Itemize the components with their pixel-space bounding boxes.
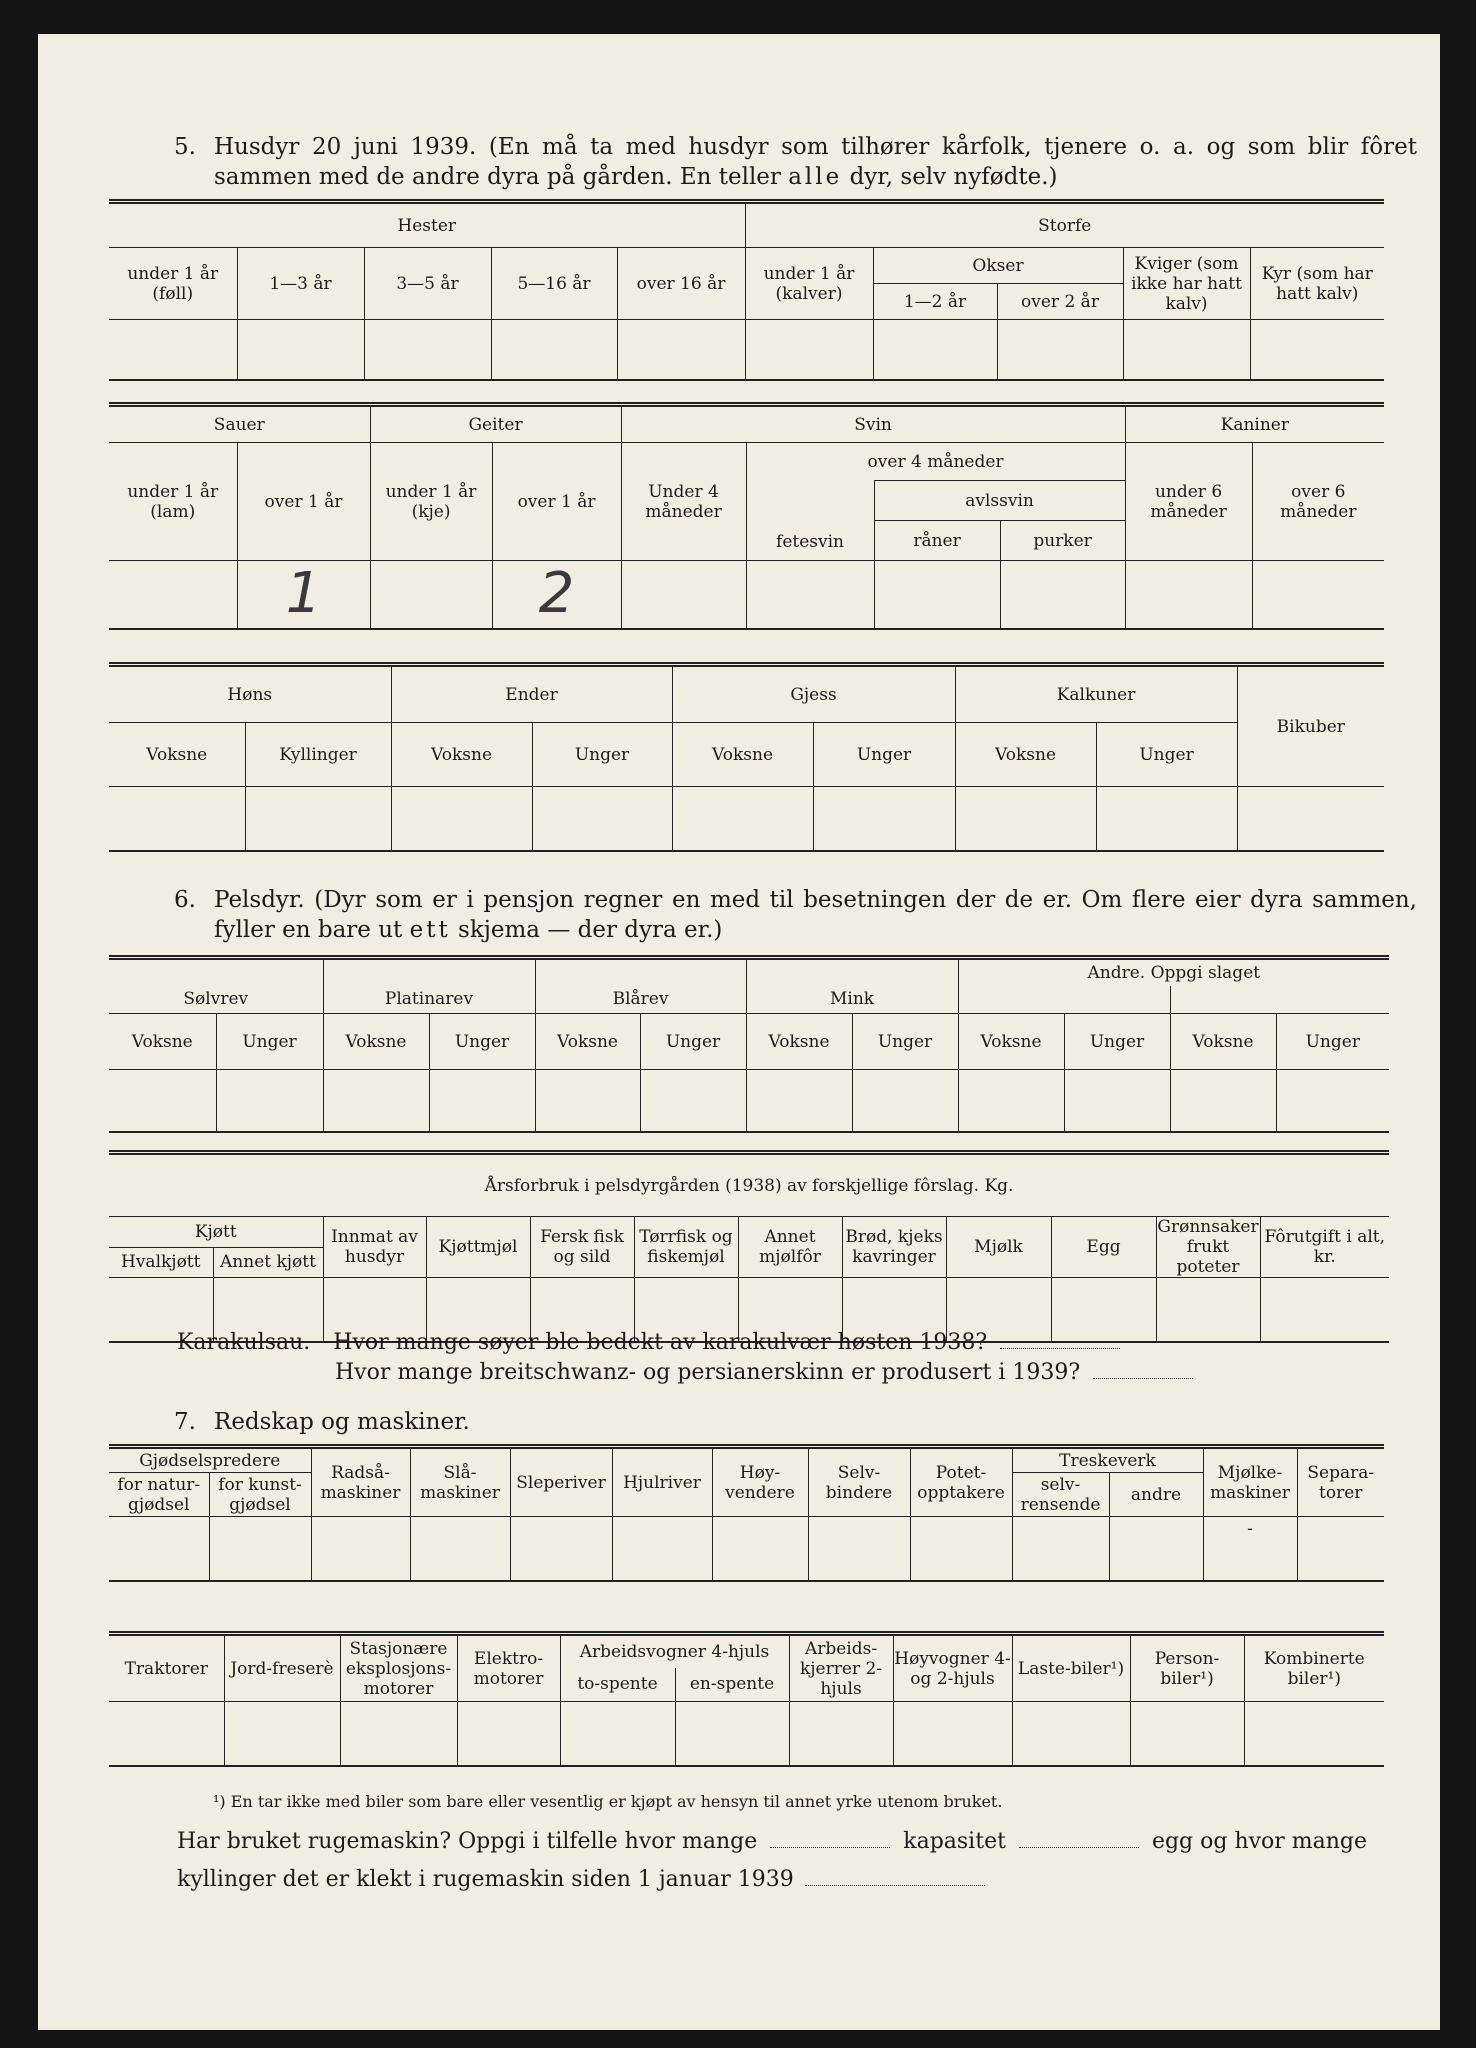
cell-naturgjodsel[interactable] — [109, 1517, 209, 1581]
cell-jordfresere[interactable] — [224, 1702, 340, 1766]
col-andre1-voksne: Voksne — [958, 1014, 1064, 1070]
section-6-tail: skjema — der dyra er.) — [458, 917, 723, 943]
col-hons-voksne: Voksne — [109, 723, 245, 787]
cell-kombinerte[interactable] — [1244, 1702, 1384, 1766]
cell-selvrensende[interactable] — [1012, 1517, 1109, 1581]
header-sauer: Sauer — [109, 405, 370, 443]
section-number: 7. — [174, 1409, 196, 1435]
cell-andre1-unger[interactable] — [1064, 1070, 1170, 1132]
col-mink-unger: Unger — [852, 1014, 958, 1070]
karakul-q2-answer[interactable] — [1093, 1378, 1193, 1379]
cell-gjess-unger[interactable] — [813, 787, 955, 851]
rugemaskin-kyllinger-answer[interactable] — [805, 1885, 985, 1886]
rugemaskin-egg-label: egg og hvor mange — [1151, 1829, 1368, 1854]
col-purker: purker — [1000, 521, 1125, 561]
header-hester: Hester — [109, 202, 745, 248]
col-personbiler: Person-biler¹) — [1130, 1634, 1244, 1702]
cell-hons-voksne[interactable] — [109, 787, 245, 851]
col-okser-over-2: over 2 år — [997, 284, 1123, 320]
col-sauer-over-1: over 1 år — [237, 443, 370, 561]
col-hester-1-3: 1—3 år — [237, 248, 364, 320]
col-sleperiver: Sleperiver — [510, 1447, 612, 1517]
section-6-text: Pelsdyr. (Dyr som er i pensjon regner en med til besetningen der de er. Om flere eier dyra sammen, fyller en bare ut — [214, 887, 1417, 943]
col-egg: Egg — [1051, 1217, 1156, 1278]
cell-solvrev-unger[interactable] — [216, 1070, 323, 1132]
section-5-heading — [174, 132, 1417, 192]
header-andre: Andre. Oppgi slaget — [958, 958, 1389, 986]
cell-gronnsaker[interactable] — [1156, 1278, 1260, 1342]
karakul-q1-answer[interactable] — [1000, 1348, 1120, 1349]
col-kje: under 1 år (kje) — [370, 443, 492, 561]
karakul-label: Karakulsau. — [177, 1330, 311, 1355]
col-hvalkjott: Hvalkjøtt — [109, 1247, 213, 1278]
col-hjulriver: Hjulriver — [612, 1447, 712, 1517]
col-mjolkemaskiner: Mjølke-maskiner — [1203, 1447, 1297, 1517]
cell-elektromotorer[interactable] — [457, 1702, 560, 1766]
vehicles-table — [109, 1631, 1384, 1767]
col-svin-under-4: Under 4 måneder — [621, 443, 746, 561]
cell-solvrev-voksne[interactable] — [109, 1070, 216, 1132]
cell-kaniner-under-6[interactable] — [1125, 561, 1252, 629]
rugemaskin-q2-text: kyllinger det er klekt i rugemaskin siden 1 januar 1939 — [177, 1867, 794, 1892]
header-arbeidsvogner: Arbeidsvogner 4-hjuls — [560, 1634, 789, 1668]
cell-kalver[interactable] — [745, 320, 873, 380]
cell-hjulriver[interactable] — [612, 1517, 712, 1581]
cell-blarev-unger[interactable] — [640, 1070, 746, 1132]
col-gronnsaker: Grønnsaker frukt poteter — [1157, 1217, 1259, 1277]
col-ender-voksne: Voksne — [391, 723, 532, 787]
cell-lam[interactable] — [109, 561, 237, 629]
col-lam: under 1 år (lam) — [109, 443, 237, 561]
col-annet-kjott: Annet kjøtt — [213, 1247, 323, 1278]
andre-slag-2[interactable] — [1170, 986, 1389, 1014]
footnote: ¹) En tar ikke med biler som bare eller vesentlig er kjøpt av hensyn til annet yrke utenom bruket. — [213, 1792, 1003, 1811]
col-platinarev-unger: Unger — [429, 1014, 535, 1070]
header-svin: Svin — [621, 405, 1125, 443]
header-kaniner: Kaniner — [1125, 405, 1384, 443]
col-hester-5-16: 5—16 år — [491, 248, 617, 320]
karakul-q1-text: Hvor mange søyer ble bedekt av karakulvær høsten 1938? — [333, 1330, 988, 1355]
karakul-question-2 — [335, 1360, 1193, 1385]
header-hons: Høns — [109, 665, 391, 723]
col-mink-voksne: Voksne — [746, 1014, 852, 1070]
cell-andre2-unger[interactable] — [1276, 1070, 1389, 1132]
header-mink: Mink — [746, 958, 958, 1014]
header-okser: Okser — [873, 248, 1123, 284]
cell-treskeverk-andre[interactable] — [1109, 1517, 1203, 1581]
col-brod: Brød, kjeks kavringer — [842, 1217, 946, 1278]
col-platinarev-voksne: Voksne — [323, 1014, 429, 1070]
header-over-4-maneder: over 4 måneder — [746, 443, 1125, 481]
cell-hoyvogner[interactable] — [893, 1702, 1012, 1766]
col-ender-unger: Unger — [532, 723, 672, 787]
karakul-question-1 — [177, 1330, 1120, 1355]
col-innmat: Innmat av husdyr — [323, 1217, 426, 1278]
cell-purker[interactable] — [1000, 561, 1125, 629]
col-foll: under 1 år (føll) — [109, 248, 237, 320]
col-potetopptakere: Potet-opptakere — [910, 1447, 1012, 1517]
cell-potetopptakere[interactable] — [910, 1517, 1012, 1581]
col-naturgjodsel: for natur-gjødsel — [109, 1473, 209, 1517]
col-treskeverk-andre: andre — [1109, 1473, 1203, 1517]
cell-platinarev-voksne[interactable] — [323, 1070, 429, 1132]
rugemaskin-q1-text: Har bruket rugemaskin? Oppgi i tilfelle hvor mange — [177, 1829, 758, 1854]
cell-stasjonaere[interactable] — [340, 1702, 457, 1766]
rugemaskin-kapasitet-label: kapasitet — [903, 1829, 1006, 1854]
header-blarev: Blårev — [535, 958, 746, 1014]
cell-mjolkemaskiner[interactable]: - — [1203, 1517, 1297, 1581]
col-tospente: to-spente — [560, 1668, 675, 1702]
col-stasjonaere: Stasjonære eksplosjons-motorer — [340, 1634, 457, 1702]
col-sla: Slå-maskiner — [410, 1447, 510, 1517]
cell-platinarev-unger[interactable] — [429, 1070, 535, 1132]
feed-consumption-table — [109, 1150, 1389, 1343]
feed-consumption-title: Årsforbruk i pelsdyrgården (1938) av forskjellige fôrslag. Kg. — [109, 1153, 1389, 1217]
cell-forutgift[interactable] — [1260, 1278, 1389, 1342]
col-kaniner-over-6: over 6 måneder — [1252, 443, 1384, 561]
col-selvrensende: selv-rensende — [1012, 1473, 1109, 1517]
cell-fetesvin[interactable] — [746, 561, 874, 629]
cell-enspente[interactable] — [675, 1702, 789, 1766]
cell-mink-voksne[interactable] — [746, 1070, 852, 1132]
header-kalkuner: Kalkuner — [955, 665, 1237, 723]
col-solvrev-unger: Unger — [216, 1014, 323, 1070]
col-mjolk: Mjølk — [946, 1217, 1051, 1278]
section-7-heading — [174, 1407, 1417, 1437]
col-gjess-voksne: Voksne — [672, 723, 813, 787]
header-kjott: Kjøtt — [109, 1217, 323, 1248]
cell-lastebiler[interactable] — [1012, 1702, 1130, 1766]
cell-blarev-voksne[interactable] — [535, 1070, 640, 1132]
fur-animals-table — [109, 955, 1389, 1133]
cell-tospente[interactable] — [560, 1702, 675, 1766]
col-kombinerte: Kombinerte biler¹) — [1244, 1634, 1384, 1702]
col-jordfresere: Jord-freserè — [224, 1634, 340, 1702]
col-kviger: Kviger (som ikke har hatt kalv) — [1123, 248, 1250, 320]
cell-bikuber[interactable] — [1237, 787, 1384, 851]
col-bikuber: Bikuber — [1237, 665, 1384, 787]
cell-sauer-over-1[interactable]: 1 — [237, 561, 370, 629]
cell-kyllinger[interactable] — [245, 787, 391, 851]
cell-hoyvendere[interactable] — [712, 1517, 808, 1581]
section-number: 6. — [174, 887, 196, 913]
col-forutgift: Fôrutgift i alt, kr. — [1260, 1217, 1389, 1278]
col-arbeidskjerrer: Arbeids-kjerrer 2-hjuls — [789, 1634, 893, 1702]
header-gjodselspredere: Gjødselspredere — [109, 1447, 311, 1473]
col-annet-mjolfor: Annet mjølfôr — [738, 1217, 842, 1278]
col-andre2-unger: Unger — [1276, 1014, 1389, 1070]
header-storfe: Storfe — [745, 202, 1384, 248]
header-geiter: Geiter — [370, 405, 621, 443]
section-number: 5. — [174, 134, 196, 160]
section-5-emphasis: alle — [788, 164, 843, 190]
cell-kje[interactable] — [370, 561, 492, 629]
cell-kalkuner-unger[interactable] — [1096, 787, 1237, 851]
col-kalkuner-voksne: Voksne — [955, 723, 1096, 787]
col-hester-over-16: over 16 år — [617, 248, 745, 320]
header-treskeverk: Treskeverk — [1012, 1447, 1203, 1473]
col-kalkuner-unger: Unger — [1096, 723, 1237, 787]
col-radsa: Radså-maskiner — [311, 1447, 410, 1517]
cell-kunstgjodsel[interactable] — [209, 1517, 311, 1581]
col-blarev-unger: Unger — [640, 1014, 746, 1070]
andre-slag-1[interactable] — [958, 986, 1170, 1014]
cell-svin-under-4[interactable] — [621, 561, 746, 629]
cell-okser-over-2[interactable] — [997, 320, 1123, 380]
cell-traktorer[interactable] — [109, 1702, 224, 1766]
livestock-table-sheep-goats-pigs — [109, 402, 1384, 630]
cell-hester-1-3[interactable] — [237, 320, 364, 380]
cell-mink-unger[interactable] — [852, 1070, 958, 1132]
cell-okser-1-2[interactable] — [873, 320, 997, 380]
cell-hester-3-5[interactable] — [364, 320, 491, 380]
census-form-page — [38, 34, 1440, 2030]
header-platinarev: Platinarev — [323, 958, 535, 1014]
section-6-emphasis: ett — [409, 917, 451, 943]
section-7-text: Redskap og maskiner. — [214, 1409, 470, 1435]
cell-hester-5-16[interactable] — [491, 320, 617, 380]
col-hoyvendere: Høy-vendere — [712, 1447, 808, 1517]
col-kjottmjol: Kjøttmjøl — [426, 1217, 530, 1278]
cell-sla[interactable] — [410, 1517, 510, 1581]
col-okser-1-2: 1—2 år — [873, 284, 997, 320]
equipment-table — [109, 1444, 1384, 1582]
col-kunstgjodsel: for kunst-gjødsel — [209, 1473, 311, 1517]
col-solvrev-voksne: Voksne — [109, 1014, 216, 1070]
header-solvrev: Sølvrev — [109, 958, 323, 1014]
cell-radsa[interactable] — [311, 1517, 410, 1581]
col-torrfisk: Tørrfisk og fiskemjøl — [634, 1217, 738, 1278]
col-lastebiler: Laste-biler¹) — [1012, 1634, 1130, 1702]
col-separatorer: Separa-torer — [1297, 1447, 1384, 1517]
cell-kaniner-over-6[interactable] — [1252, 561, 1384, 629]
cell-foll[interactable] — [109, 320, 237, 380]
cell-andre2-voksne[interactable] — [1170, 1070, 1276, 1132]
header-gjess: Gjess — [672, 665, 955, 723]
rugemaskin-question-1 — [177, 1829, 1422, 1854]
cell-andre1-voksne[interactable] — [958, 1070, 1064, 1132]
col-fersk-fisk: Fersk fisk og sild — [530, 1217, 634, 1278]
cell-geiter-over-1[interactable]: 2 — [492, 561, 621, 629]
poultry-table — [109, 662, 1384, 852]
col-traktorer: Traktorer — [109, 1634, 224, 1702]
col-hester-3-5: 3—5 år — [364, 248, 491, 320]
cell-selvbindere[interactable] — [808, 1517, 910, 1581]
cell-ender-unger[interactable] — [532, 787, 672, 851]
col-selvbindere: Selv-bindere — [808, 1447, 910, 1517]
col-fetesvin: fetesvin — [746, 481, 874, 561]
col-blarev-voksne: Voksne — [535, 1014, 640, 1070]
col-raner: råner — [874, 521, 1000, 561]
cell-sleperiver[interactable] — [510, 1517, 612, 1581]
header-ender: Ender — [391, 665, 672, 723]
cell-arbeidskjerrer[interactable] — [789, 1702, 893, 1766]
col-andre1-unger: Unger — [1064, 1014, 1170, 1070]
section-5-tail: dyr, selv nyfødte.) — [849, 164, 1058, 190]
col-gjess-unger: Unger — [813, 723, 955, 787]
cell-gjess-voksne[interactable] — [672, 787, 813, 851]
col-andre2-voksne: Voksne — [1170, 1014, 1276, 1070]
cell-personbiler[interactable] — [1130, 1702, 1244, 1766]
cell-hester-over-16[interactable] — [617, 320, 745, 380]
col-kyr: Kyr (som har hatt kalv) — [1250, 248, 1384, 320]
header-avlssvin: avlssvin — [874, 481, 1125, 521]
col-kyllinger: Kyllinger — [245, 723, 391, 787]
col-kalver: under 1 år (kalver) — [745, 248, 873, 320]
cell-separatorer[interactable] — [1297, 1517, 1384, 1581]
cell-kviger[interactable] — [1123, 320, 1250, 380]
karakul-q2-text: Hvor mange breitschwanz- og persianerskinn er produsert i 1939? — [335, 1360, 1081, 1385]
section-6-heading — [174, 885, 1417, 945]
cell-ender-voksne[interactable] — [391, 787, 532, 851]
rugemaskin-kapasitet-answer[interactable] — [1019, 1847, 1139, 1848]
col-kaniner-under-6: under 6 måneder — [1125, 443, 1252, 561]
rugemaskin-count-answer[interactable] — [770, 1847, 890, 1848]
livestock-table-horses-cattle — [109, 199, 1384, 381]
col-hoyvogner: Høyvogner 4- og 2-hjuls — [893, 1634, 1012, 1702]
rugemaskin-question-2 — [177, 1867, 985, 1892]
cell-raner[interactable] — [874, 561, 1000, 629]
col-enspente: en-spente — [675, 1668, 789, 1702]
col-elektromotorer: Elektro-motorer — [457, 1634, 560, 1702]
section-5-text: Husdyr 20 juni 1939. (En må ta med husdyr som tilhører kårfolk, tjenere o. a. og som blir fôret sammen med de andre dyra på gården. En teller — [214, 134, 1417, 190]
cell-kyr[interactable] — [1250, 320, 1384, 380]
cell-kalkuner-voksne[interactable] — [955, 787, 1096, 851]
col-geiter-over-1: over 1 år — [492, 443, 621, 561]
